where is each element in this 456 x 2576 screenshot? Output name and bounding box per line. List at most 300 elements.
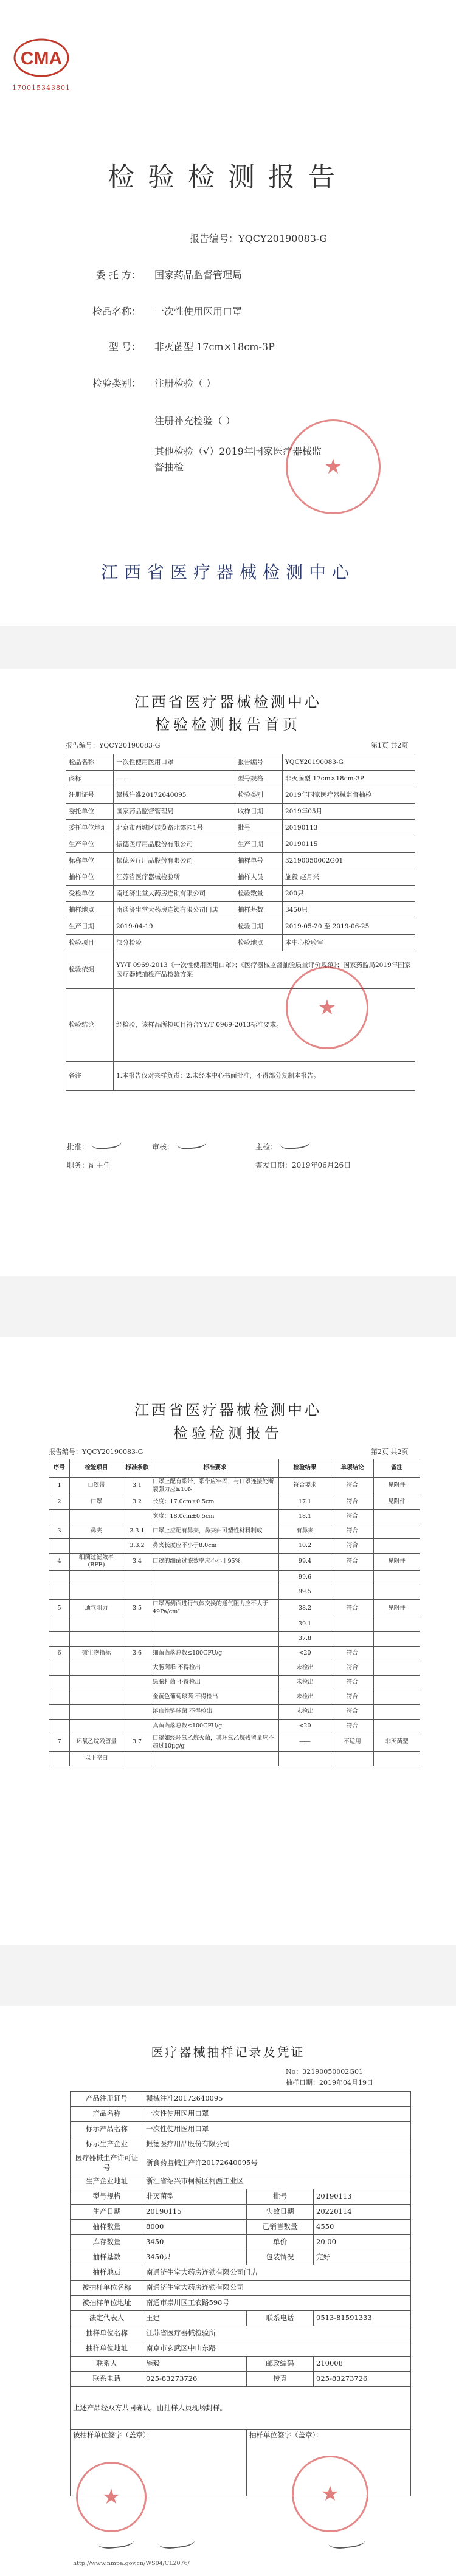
results-row <box>49 1690 420 1704</box>
results-cell: 符合 <box>331 1719 374 1734</box>
sampling-value: 20190115 <box>143 2205 247 2220</box>
results-cell: 符合要求 <box>279 1478 331 1495</box>
results-row <box>49 1617 420 1631</box>
results-cell: —— <box>279 1734 331 1751</box>
sampling-row <box>71 2220 411 2235</box>
results-cell <box>70 1617 123 1631</box>
results-row <box>49 1675 420 1690</box>
sampling-value: 王建 <box>143 2311 247 2326</box>
sampling-label: 联系人 <box>71 2357 143 2372</box>
results-cell: 39.1 <box>279 1617 331 1631</box>
sampling-value: 4550 <box>314 2220 411 2235</box>
results-row <box>49 1524 420 1538</box>
results-cell <box>49 1617 70 1631</box>
results-cell: 4 <box>49 1553 70 1571</box>
front-info-row <box>66 935 415 951</box>
front-report-number: 报告编号：YQCY20190083-G <box>66 742 161 749</box>
results-cell <box>70 1719 123 1734</box>
sampling-value: 3450只 <box>143 2250 247 2265</box>
field-label: 抽样基数 <box>235 902 283 918</box>
results-header-cell: 检验项目 <box>70 1459 123 1478</box>
results-cell: 环氧乙烷残留量 <box>70 1734 123 1751</box>
results-header-cell: 标准要求 <box>151 1459 279 1478</box>
results-row <box>49 1646 420 1661</box>
results-cell: 口罩 <box>70 1495 123 1509</box>
results-cell: 口罩如经环氧乙烷灭菌，其环氧乙烷残留量应不超过10μg/g <box>151 1734 279 1751</box>
field-label: 批号 <box>235 820 283 836</box>
category-row: 检验类别： 注册检验（ ） <box>92 377 216 389</box>
product-row: 检品名称： 一次性使用医用口罩 <box>92 306 243 317</box>
results-row <box>49 1571 420 1585</box>
field-value: YQCY20190083-G <box>283 754 415 771</box>
front-info-row <box>66 787 415 804</box>
sampling-value: 南通市崇川区工农路598号 <box>143 2296 411 2311</box>
results-cell: 符合 <box>331 1495 374 1509</box>
results-row <box>49 1704 420 1719</box>
sampling-value: 一次性使用医用口罩 <box>143 2107 411 2122</box>
sampling-label: 库存数量 <box>71 2235 143 2250</box>
sampling-row <box>71 2296 411 2311</box>
sampling-value: 浙江省绍兴市柯桥区柯西工业区 <box>143 2174 411 2189</box>
results-cell: 未检出 <box>279 1690 331 1704</box>
report-number: 报告编号：YQCY20190083-G <box>190 233 328 244</box>
sign-inspect: 主检： <box>255 1143 278 1151</box>
results-cell: 99.6 <box>279 1571 331 1585</box>
front-info-row <box>66 869 415 886</box>
sampling-value: 南通济生堂大药房连锁有限公司门店 <box>143 2265 411 2281</box>
sampling-row <box>71 2311 411 2326</box>
results-cell <box>374 1524 420 1538</box>
field-label: 生产日期 <box>235 836 283 853</box>
sampling-value: 南通济生堂大药房连锁有限公司 <box>143 2281 411 2296</box>
client-row: 委 托 方： 国家药品监督管理局 <box>95 269 243 281</box>
field-value: 南通济生堂大药房连锁有限公司 <box>114 886 235 902</box>
results-cell <box>123 1751 151 1766</box>
results-cell: 符合 <box>331 1538 374 1553</box>
sampling-date: 抽样日期：2019年04月19日 <box>286 2079 373 2087</box>
results-cell: 长度：17.0cm±0.5cm <box>151 1495 279 1509</box>
sampling-remark-row: 上述产品经双方共同确认，由抽样人员现场封样。 <box>71 2387 411 2430</box>
results-cell <box>70 1538 123 1553</box>
results-cell <box>70 1585 123 1600</box>
results-cell: 细菌菌落总数≤100CFU/g <box>151 1646 279 1661</box>
results-cell <box>70 1509 123 1524</box>
results-cell <box>123 1690 151 1704</box>
field-label: 检验数量 <box>235 886 283 902</box>
results-cell: 18.1 <box>279 1509 331 1524</box>
field-value: 2019-04-19 <box>114 918 235 935</box>
results-cell <box>70 1571 123 1585</box>
results-cell: 3 <box>49 1524 70 1538</box>
field-value: 部分检验 <box>114 935 235 951</box>
sampling-value: 8000 <box>143 2220 247 2235</box>
results-cell: 口罩上配有系带，系带应牢固，与口罩连接处断裂强力应≥10N <box>151 1478 279 1495</box>
sampling-label: 抽样基数 <box>71 2250 143 2265</box>
results-cell: 3.2 <box>123 1495 151 1509</box>
results-cell <box>331 1585 374 1600</box>
results-header-cell: 检验结果 <box>279 1459 331 1478</box>
results-cell: 口罩两侧面进行气体交换的通气阻力应不大于49Pa/cm² <box>151 1600 279 1617</box>
sampling-label: 包装情况 <box>247 2250 314 2265</box>
front-info-row <box>66 853 415 869</box>
results-cell: 口罩的细菌过滤效率应不小于95% <box>151 1553 279 1571</box>
results-cell <box>374 1571 420 1585</box>
results-cell: 非灭菌型 <box>374 1734 420 1751</box>
source-url[interactable]: http://www.nmpa.gov.cn/WS04/CL2076/ <box>73 2560 190 2567</box>
results-cell <box>374 1661 420 1675</box>
sampling-value: 一次性使用医用口罩 <box>143 2122 411 2137</box>
field-value: 北京市西城区展览路北露园1号 <box>114 820 235 836</box>
results-cell: 有鼻夹 <box>279 1524 331 1538</box>
field-label: 抽样单位 <box>66 869 114 886</box>
sampling-label: 法定代表人 <box>71 2311 143 2326</box>
field-label: 受检单位 <box>66 886 114 902</box>
field-label: 生产单位 <box>66 836 114 853</box>
field-label: 委托单位 <box>66 804 114 820</box>
cover-organization: 江西省医疗器械检测中心 <box>100 562 355 582</box>
stamp-star-icon: ★ <box>102 2485 121 2509</box>
results-cell: 符合 <box>331 1524 374 1538</box>
sampling-label: 单价 <box>247 2235 314 2250</box>
field-value: 南通济生堂大药房连锁有限公司门店 <box>114 902 235 918</box>
results-cell <box>123 1571 151 1585</box>
sampling-row <box>71 2250 411 2265</box>
results-cell: 见附件 <box>374 1553 420 1571</box>
results-cell <box>70 1704 123 1719</box>
field-label: 型号规格 <box>235 771 283 787</box>
results-cell: 符合 <box>331 1690 374 1704</box>
results-cell <box>374 1751 420 1766</box>
field-value: 20190115 <box>283 836 415 853</box>
results-cell: 1 <box>49 1478 70 1495</box>
results-cell <box>123 1675 151 1690</box>
sampling-value: 0513-81591333 <box>314 2311 411 2326</box>
results-cell <box>49 1751 70 1766</box>
results-cell <box>279 1751 331 1766</box>
results-cell <box>49 1690 70 1704</box>
cover-page <box>0 0 456 626</box>
report-title: 检验检测报告 <box>108 162 348 193</box>
sampling-row <box>71 2341 411 2357</box>
field-label: 报告编号 <box>235 754 283 771</box>
results-cell: 口罩上应配有鼻夹，鼻夹由可塑性材料制成 <box>151 1524 279 1538</box>
front-info-row <box>66 754 415 771</box>
sampling-label: 产品注册证号 <box>71 2092 143 2107</box>
results-cell: 见附件 <box>374 1478 420 1495</box>
results-cell <box>49 1675 70 1690</box>
results-cell: 5 <box>49 1600 70 1617</box>
basis-row: 检验依据 YY/T 0969-2013《一次性使用医用口罩》；《医疗器械监督抽验质量评价规范》；国家药监局2019年国家医疗器械抽检产品检验方案 <box>66 951 415 989</box>
page-gap <box>0 626 456 669</box>
results-cell <box>49 1704 70 1719</box>
results-cell: 微生物指标 <box>70 1646 123 1661</box>
results-cell: 2 <box>49 1495 70 1509</box>
results-cell <box>123 1585 151 1600</box>
results-cell <box>331 1617 374 1631</box>
results-cell: 大肠菌群 不得检出 <box>151 1661 279 1675</box>
results-cell <box>123 1509 151 1524</box>
results-cell: 鼻夹 <box>70 1524 123 1538</box>
results-header-cell: 单项结论 <box>331 1459 374 1478</box>
stamp-star-icon: ★ <box>317 996 337 1020</box>
sampling-label: 产品名称 <box>71 2107 143 2122</box>
results-cell <box>151 1571 279 1585</box>
results-cell <box>374 1675 420 1690</box>
results-cell <box>49 1509 70 1524</box>
results-cell <box>374 1690 420 1704</box>
results-cell <box>331 1631 374 1646</box>
sampling-label: 被抽样单位名称 <box>71 2281 143 2296</box>
field-value: 200只 <box>283 886 415 902</box>
cma-logo <box>13 36 69 79</box>
sampling-row <box>71 2205 411 2220</box>
results-cell: 见附件 <box>374 1495 420 1509</box>
field-label: 检品名称 <box>66 754 114 771</box>
sampling-value: 20.00 <box>314 2235 411 2250</box>
results-cell: 真菌菌落总数≤100CFU/g <box>151 1719 279 1734</box>
sampling-value: 浙食药监械生产许20172640095号 <box>143 2152 411 2174</box>
results-table <box>49 1459 420 1766</box>
results-cell: 7 <box>49 1734 70 1751</box>
results-cell: 3.7 <box>123 1734 151 1751</box>
results-cell: 宽度：18.0cm±0.5cm <box>151 1509 279 1524</box>
results-cell <box>151 1751 279 1766</box>
sampling-row <box>71 2235 411 2250</box>
sampling-value: 3450 <box>143 2235 247 2250</box>
results-header-cell: 备注 <box>374 1459 420 1478</box>
page-gap <box>0 1945 456 2006</box>
official-stamp <box>286 419 381 514</box>
results-cell <box>123 1661 151 1675</box>
results-cell <box>70 1661 123 1675</box>
sign-approve: 批准： <box>67 1143 89 1151</box>
field-value: 2019-05-20 至 2019-06-25 <box>283 918 415 935</box>
results-org: 江西省医疗器械检测中心 <box>134 1402 322 1419</box>
sign-review: 审核： <box>152 1143 174 1151</box>
results-cell <box>374 1704 420 1719</box>
results-row <box>49 1538 420 1553</box>
sampling-row <box>71 2137 411 2152</box>
field-value: 施毅 赵月兴 <box>283 869 415 886</box>
sampling-row <box>71 2152 411 2174</box>
results-cell: 3.1 <box>123 1478 151 1495</box>
results-row <box>49 1478 420 1495</box>
results-cell: 符合 <box>331 1478 374 1495</box>
stamp-star-icon: ★ <box>320 2482 340 2506</box>
results-row <box>49 1585 420 1600</box>
field-value: 江苏省医疗器械检验所 <box>114 869 235 886</box>
field-label: 检验地点 <box>235 935 283 951</box>
results-cell: 以下空白 <box>70 1751 123 1766</box>
category-supplement: 注册补充检验（ ） <box>154 415 236 427</box>
results-cell <box>331 1751 374 1766</box>
results-cell <box>49 1661 70 1675</box>
remark-row: 备注 1.本报告仅对来样负责；2.未经本中心书面批准，不得部分复制本报告。 <box>66 1062 415 1091</box>
results-report-number: 报告编号：YQCY20190083-G <box>49 1448 143 1456</box>
results-cell: 38.2 <box>279 1600 331 1617</box>
sampling-row <box>71 2189 411 2205</box>
results-cell: 10.2 <box>279 1538 331 1553</box>
results-header-cell: 序号 <box>49 1459 70 1478</box>
results-cell: 3.4 <box>123 1553 151 1571</box>
results-cell: 符合 <box>331 1661 374 1675</box>
sampling-label: 联系电话 <box>247 2311 314 2326</box>
results-cell: 符合 <box>331 1675 374 1690</box>
front-info-row <box>66 918 415 935</box>
sampling-label: 邮政编码 <box>247 2357 314 2372</box>
results-row <box>49 1751 420 1766</box>
field-value: 2019年国家医疗器械监督抽检 <box>283 787 415 804</box>
results-cell: 通气阻力 <box>70 1600 123 1617</box>
sampling-value: 振德医疗用品股份有限公司 <box>143 2137 411 2152</box>
sampling-label: 生产日期 <box>71 2205 143 2220</box>
sampling-stamp-left <box>76 2462 147 2532</box>
results-title: 检验检测报告 <box>173 1425 283 1442</box>
sampling-row <box>71 2107 411 2122</box>
svg-text:CMA: CMA <box>20 49 63 69</box>
field-label: 检验项目 <box>66 935 114 951</box>
results-cell <box>374 1538 420 1553</box>
results-row <box>49 1631 420 1646</box>
results-row <box>49 1719 420 1734</box>
results-cell: <20 <box>279 1646 331 1661</box>
category-other-cont: 督抽检 <box>154 461 184 473</box>
sampling-value: 025-83273726 <box>314 2372 411 2387</box>
field-value: 国家药品监督管理局 <box>114 804 235 820</box>
results-cell <box>374 1646 420 1661</box>
results-cell: 符合 <box>331 1704 374 1719</box>
front-info-row <box>66 804 415 820</box>
field-label: 检验日期 <box>235 918 283 935</box>
category-other: 其他检验（√）2019年国家医疗器械监 <box>154 446 322 457</box>
cma-number: 170015343801 <box>12 84 71 92</box>
sampling-label: 失效日期 <box>247 2205 314 2220</box>
results-cell: <20 <box>279 1719 331 1734</box>
front-org: 江西省医疗器械检测中心 <box>134 694 322 711</box>
field-label: 标称单位 <box>66 853 114 869</box>
results-cell: 未检出 <box>279 1675 331 1690</box>
sampling-row <box>71 2372 411 2387</box>
sampling-label: 生产企业地址 <box>71 2174 143 2189</box>
results-cell <box>123 1719 151 1734</box>
results-cell: 金黄色葡萄球菌 不得检出 <box>151 1690 279 1704</box>
field-value: 本中心检验室 <box>283 935 415 951</box>
sampling-value: 施毅 <box>143 2357 247 2372</box>
sampling-value: 非灭菌型 <box>143 2189 247 2205</box>
results-cell <box>70 1675 123 1690</box>
results-cell: 99.4 <box>279 1553 331 1571</box>
sampling-value: 赣械注准20172640095 <box>143 2092 411 2107</box>
results-page-number: 第2页 共2页 <box>371 1448 409 1456</box>
field-value: 3450只 <box>283 902 415 918</box>
field-label: 商标 <box>66 771 114 787</box>
results-row <box>49 1495 420 1509</box>
sampling-label: 传真 <box>247 2372 314 2387</box>
results-cell <box>123 1631 151 1646</box>
results-cell: 3.5 <box>123 1600 151 1617</box>
results-cell <box>374 1617 420 1631</box>
results-cell: 符合 <box>331 1600 374 1617</box>
sampling-row <box>71 2265 411 2281</box>
field-value: 振德医疗用品股份有限公司 <box>114 836 235 853</box>
front-info-row <box>66 836 415 853</box>
results-cell: 不适用 <box>331 1734 374 1751</box>
results-cell <box>151 1617 279 1631</box>
sampling-table <box>70 2091 411 2496</box>
sampling-value: 20220114 <box>314 2205 411 2220</box>
sampling-number: No：32190050002G01 <box>286 2068 364 2076</box>
sampling-row <box>71 2174 411 2189</box>
front-info-row <box>66 902 415 918</box>
field-label: 抽样人员 <box>235 869 283 886</box>
results-header-cell: 标准条款 <box>123 1459 151 1478</box>
results-row <box>49 1661 420 1675</box>
field-label: 注册证号 <box>66 787 114 804</box>
results-cell <box>123 1617 151 1631</box>
results-cell <box>374 1585 420 1600</box>
sampling-label: 批号 <box>247 2189 314 2205</box>
sampling-label: 抽样单位地址 <box>71 2341 143 2357</box>
results-cell: 溶血性链球菌 不得检出 <box>151 1704 279 1719</box>
sampling-title: 医疗器械抽样记录及凭证 <box>151 2045 305 2059</box>
results-cell: 99.5 <box>279 1585 331 1600</box>
front-stamp <box>286 966 368 1049</box>
results-cell: 见附件 <box>374 1600 420 1617</box>
sampling-label: 标示生产企业 <box>71 2137 143 2152</box>
sampling-row <box>71 2281 411 2296</box>
model-row: 型 号： 非灭菌型 17cm×18cm-3P <box>108 341 275 353</box>
sampling-label: 标示产品名称 <box>71 2122 143 2137</box>
field-value: —— <box>114 771 235 787</box>
results-cell <box>49 1631 70 1646</box>
sampling-value: 完好 <box>314 2250 411 2265</box>
field-value: 32190050002G01 <box>283 853 415 869</box>
sampling-row <box>71 2122 411 2137</box>
results-cell <box>70 1631 123 1646</box>
results-row <box>49 1553 420 1571</box>
field-value: 振德医疗用品股份有限公司 <box>114 853 235 869</box>
results-header-row <box>49 1459 420 1478</box>
sign-post: 职务：副主任 <box>67 1161 111 1169</box>
results-cell: 未检出 <box>279 1704 331 1719</box>
field-value: 一次性使用医用口罩 <box>114 754 235 771</box>
results-cell: 3.6 <box>123 1646 151 1661</box>
field-value: 2019年05月 <box>283 804 415 820</box>
sampling-value: 210008 <box>314 2357 411 2372</box>
conclusion-row: 检验结论 经检验，该样品所检项目符合YY/T 0969-2013标准要求。 <box>66 989 415 1062</box>
results-cell <box>374 1509 420 1524</box>
sampling-label: 被抽样单位地址 <box>71 2296 143 2311</box>
results-cell: 鼻夹长度应不小于8.0cm <box>151 1538 279 1553</box>
sampling-row <box>71 2326 411 2341</box>
sampling-label: 医疗器械生产许可证号 <box>71 2152 143 2174</box>
front-info-table <box>66 754 415 1091</box>
sampling-label: 型号规格 <box>71 2189 143 2205</box>
results-cell <box>49 1571 70 1585</box>
sign-date: 签发日期：2019年06月26日 <box>255 1161 351 1169</box>
sampling-row <box>71 2092 411 2107</box>
field-value: 赣械注准20172640095 <box>114 787 235 804</box>
sampling-value: 025-83273726 <box>143 2372 247 2387</box>
sampling-stamp-right <box>292 2456 368 2532</box>
results-cell: 3.3.1 <box>123 1524 151 1538</box>
sampling-label: 联系电话 <box>71 2372 143 2387</box>
results-cell: 未检出 <box>279 1661 331 1675</box>
results-cell <box>331 1571 374 1585</box>
results-cell <box>374 1719 420 1734</box>
front-page-number: 第1页 共2页 <box>371 742 409 749</box>
front-info-row <box>66 820 415 836</box>
